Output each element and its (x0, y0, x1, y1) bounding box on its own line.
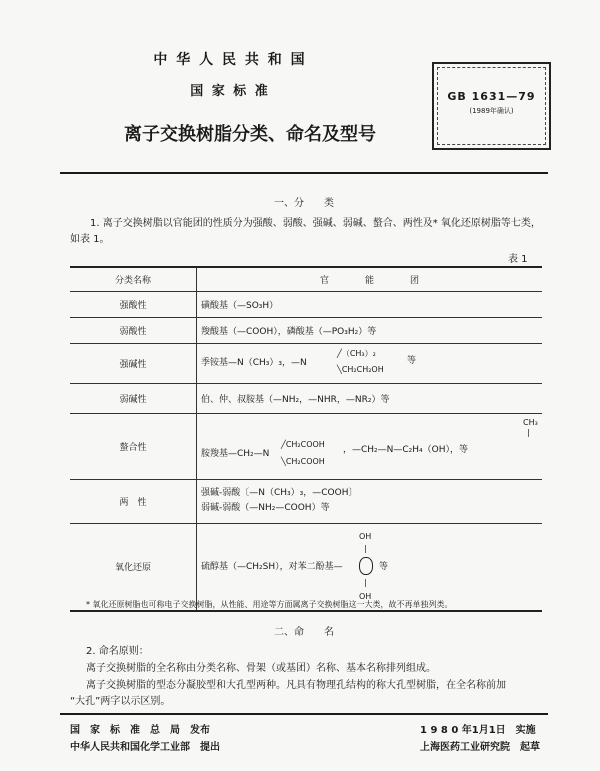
formula-suffix: ，—CH₂—N—C₂H₄（OH），等 (343, 445, 469, 455)
formula-upper-branch: ╱CH₂COOH (281, 440, 325, 449)
row-functional-group (201, 348, 542, 378)
row-functional-group: 羧酸基（—COOH），磷酸基（—PO₃H₂）等 (197, 317, 543, 343)
row-functional-group (201, 486, 542, 516)
formula-upper-branch: ╱（CH₃）₂ (337, 349, 376, 358)
section-2-paragraph-3: “大孔”两字以示区别。 (70, 696, 171, 707)
table-row (70, 383, 542, 413)
section-1-heading: 一、分 类 (274, 198, 334, 209)
table-label: 表 1 (508, 254, 528, 265)
table-row (70, 343, 542, 383)
footer-effective-date: 1 9 8 0 年1月1日 实施 (420, 725, 536, 736)
formula-top-group: OH (359, 531, 372, 541)
formula-bond: | (364, 577, 367, 587)
formula-suffix: 等 (407, 356, 417, 366)
table-row (70, 317, 542, 343)
standard-type: 国 家 标 准 (190, 84, 270, 99)
standard-number: GB 1631—79 (447, 90, 536, 103)
row-class-name: 氧化还原 (70, 523, 197, 611)
table-row (70, 291, 542, 317)
footer-issuer: 国 家 标 准 总 局 发布 (70, 725, 210, 736)
row-class-name: 强酸性 (70, 291, 197, 317)
row-functional-group (201, 527, 542, 607)
footer-drafter: 上海医药工业研究院 起草 (420, 742, 540, 753)
classification-table (70, 266, 542, 612)
row-functional-group: 伯、仲、叔胺基（—NH₂，—NHR，—NR₂）等 (197, 383, 543, 413)
section-2-heading: 二、命 名 (274, 627, 334, 638)
column-header-class: 分类名称 (70, 267, 197, 291)
section-2-paragraph-1: 离子交换树脂的全名称由分类名称、骨架（或基团）名称、基本名称排列组成。 (86, 663, 436, 674)
row-functional-group (201, 417, 542, 475)
formula-suffix: 等 (379, 561, 389, 572)
country-name: 中 华 人 民 共 和 国 (153, 52, 307, 68)
formula-line-2: 弱碱-弱酸（—NH₂—COOH）等 (201, 503, 330, 513)
table-footnote: * 氧化还原树脂也可称电子交换树脂，从性能、用途等方面属离子交换树脂这一大类，故不再单独列类。 (86, 600, 453, 609)
formula-prefix: 硫醇基（—CH₂SH），对苯二酚基— (201, 561, 343, 572)
table-row (70, 479, 542, 523)
section-1-paragraph: 1. 离子交换树脂以官能团的性质分为强酸、弱酸、强碱、弱碱、螯合、两性及* 氧化还原树脂等七类，如表 1。 (70, 218, 541, 245)
formula-line-1: 强碱-弱酸〔—N（CH₃）₃，—COOH〕 (201, 488, 358, 498)
row-class-name: 弱碱性 (70, 383, 197, 413)
table-row (70, 413, 542, 479)
benzene-ring-icon (359, 557, 373, 575)
formula-lower-branch: ╲CH₂COOH (281, 457, 325, 466)
column-header-group: 官 能 团 (197, 267, 543, 291)
formula-prefix: 胺羧基—CH₂—N (201, 449, 270, 459)
formula-bond: | (364, 543, 367, 553)
formula-prefix: 季铵基—N（CH₃）₃，—N (201, 358, 307, 368)
row-class-name: 弱酸性 (70, 317, 197, 343)
formula-lower-branch: ╲CH₂CH₂OH (337, 365, 384, 374)
row-class-name: 强碱性 (70, 343, 197, 383)
table-row (70, 523, 542, 611)
row-class-name: 螯合性 (70, 413, 197, 479)
standard-confirm-note: (1989年确认) (469, 107, 514, 115)
row-functional-group: 磺酸基（—SO₃H） (197, 291, 543, 317)
standard-number-box (432, 62, 551, 150)
formula-bottom-group: OH (359, 591, 372, 601)
footer-proposer: 中华人民共和国化学工业部 提出 (70, 742, 220, 753)
header-rule (60, 172, 548, 174)
formula-top-group: CH₃ (523, 418, 538, 427)
section-2-paragraph-2: 离子交换树脂的型态分凝胶型和大孔型两种。凡具有物理孔结构的称大孔型树脂，在全名称前加 (86, 680, 506, 691)
section-2-item: 2. 命名原则： (86, 646, 149, 657)
formula-bond: | (527, 428, 530, 437)
row-class-name: 两 性 (70, 479, 197, 523)
footer-rule (60, 713, 548, 715)
document-title: 离子交换树脂分类、命名及型号 (124, 124, 376, 145)
